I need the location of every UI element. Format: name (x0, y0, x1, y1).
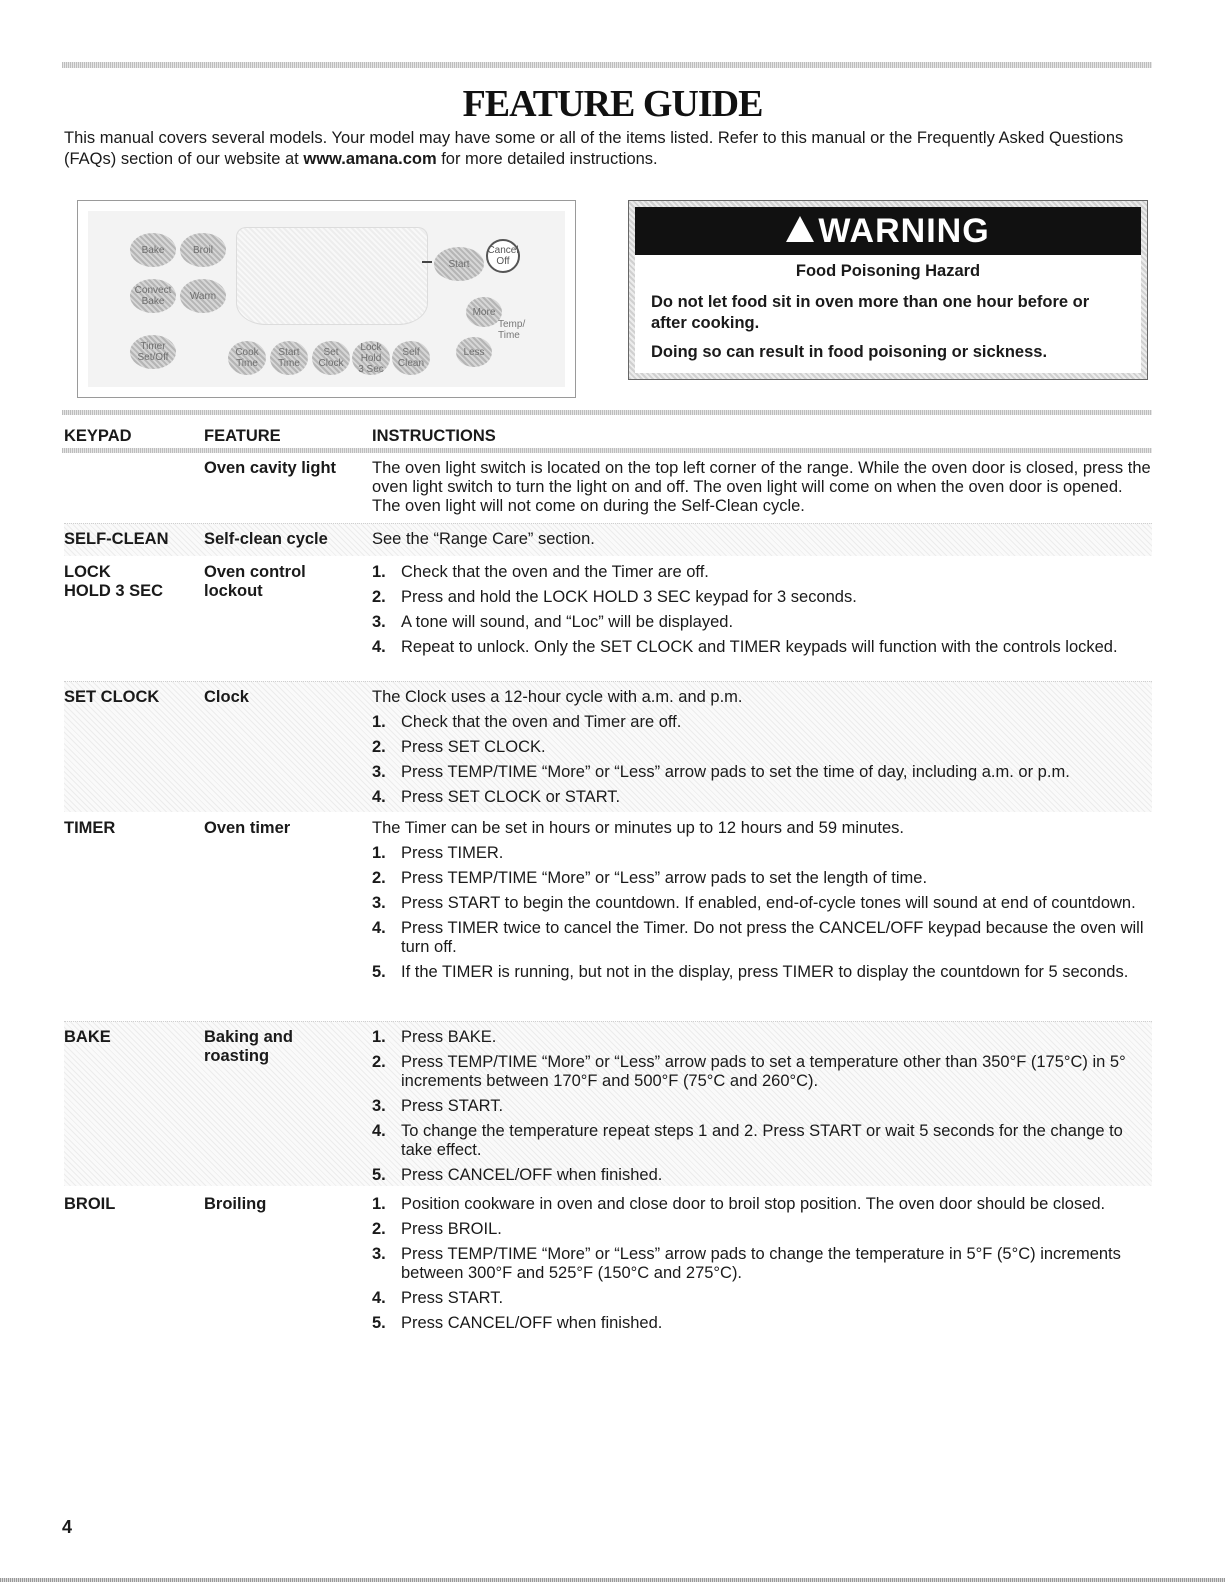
row-keypad: LOCK HOLD 3 SEC (64, 563, 164, 600)
row-instructions (372, 1028, 1152, 1191)
list-item: 5. Press CANCEL/OFF when finished. (372, 1166, 663, 1184)
control-panel-face (88, 211, 565, 387)
set-clock-pad: Set Clock (312, 341, 350, 375)
list-item: 3. A tone will sound, and “Loc” will be displayed. (372, 613, 734, 631)
list-item: 5. If the TIMER is running, but not in the display, press TIMER to display the countdown for 5 seconds. (372, 963, 1129, 981)
control-panel-illustration (77, 200, 576, 398)
warning-triangle-icon (786, 216, 814, 242)
intro-paragraph (64, 128, 1154, 170)
list-item: 2. Press SET CLOCK. (372, 738, 546, 756)
table-row (64, 681, 1152, 812)
list-item: 3. Press START. (372, 1097, 504, 1115)
list-item: 2. Press BROIL. (372, 1220, 502, 1238)
warning-body (635, 255, 1141, 373)
row-instructions (372, 1195, 1152, 1339)
website-link[interactable]: www.amana.com (303, 150, 437, 168)
list-item: 5. Press CANCEL/OFF when finished. (372, 1314, 663, 1332)
row-instructions (372, 563, 1152, 663)
row-feature: Baking and roasting (204, 1028, 293, 1065)
bottom-rule (0, 1578, 1225, 1582)
list-item: 4. Press START. (372, 1289, 504, 1307)
warning-hazard: Food Poisoning Hazard (795, 262, 981, 280)
table-top-rule (62, 410, 1152, 415)
start-pad: Start (434, 247, 484, 281)
list-item: 1. Check that the oven and the Timer are off. (372, 563, 709, 581)
warm-pad: Warm (180, 279, 226, 313)
row-feature: Self-clean cycle (204, 530, 328, 548)
row-intro: See the “Range Care” section. (372, 530, 595, 548)
table-row (64, 813, 1152, 1021)
row-feature: Oven timer (204, 819, 291, 837)
intro-text: This manual covers several models. Your model may have some or all of the items listed. Refer to this manual or the Frequently Asked Questions (FAQs) section of our website at (64, 129, 1124, 168)
header-feature: FEATURE (204, 427, 281, 445)
row-keypad: TIMER (64, 819, 116, 837)
table-row (64, 557, 1152, 681)
list-item: 4. Press SET CLOCK or START. (372, 788, 621, 806)
start-time-pad: Start Time (270, 341, 308, 375)
list-item: 4. To change the temperature repeat steps 1 and 2. Press START or wait 5 seconds for the change to take effect. (372, 1122, 1123, 1159)
list-item: 2. Press and hold the LOCK HOLD 3 SEC keypad for 3 seconds. (372, 588, 857, 606)
row-instructions (372, 819, 1152, 988)
list-item: 4. Repeat to unlock. Only the SET CLOCK and TIMER keypads will function with the controls locked. (372, 638, 1118, 656)
warning-line-2: Doing so can result in food poisoning or sickness. (651, 343, 1048, 361)
control-display (236, 227, 428, 325)
list-item: 4. Press TIMER twice to cancel the Timer. Do not press the CANCEL/OFF keypad because the oven will turn off. (372, 919, 1144, 956)
row-keypad: BROIL (64, 1195, 116, 1213)
convect-bake-pad: Convect Bake (130, 279, 176, 313)
list-item: 3. Press TEMP/TIME “More” or “Less” arrow pads to set the time of day, including a.m. or p.m. (372, 763, 1070, 781)
row-feature: Oven control lockout (204, 563, 306, 600)
row-instructions (372, 459, 1152, 516)
table-row (64, 1189, 1152, 1359)
cancel-off-pad: Cancel Off (486, 239, 520, 273)
row-keypad: SELF-CLEAN (64, 530, 169, 548)
page-title: FEATURE GUIDE (462, 83, 763, 125)
row-feature: Broiling (204, 1195, 267, 1213)
list-item: 3. Press TEMP/TIME “More” or “Less” arrow pads to change the temperature in 5°F (5°C) increments between 300°F and 525°F (150°C and 275°C). (372, 1245, 1121, 1282)
row-intro: The oven light switch is located on the top left corner of the range. While the oven door is closed, press the oven light switch to turn the light on and off. The oven light will come on when the oven door is opened. The oven light will not come on during the Self-Clean cycle. (372, 459, 1151, 515)
row-feature: Clock (204, 688, 249, 706)
list-item: 3. Press START to begin the countdown. If enabled, end-of-cycle tones will sound at end of countdown. (372, 894, 1136, 912)
list-item: 1. Position cookware in oven and close door to broil stop position. The oven door should be closed. (372, 1195, 1106, 1213)
header-instructions: INSTRUCTIONS (372, 427, 496, 445)
list-item: 1. Press BAKE. (372, 1028, 497, 1046)
list-item: 2. Press TEMP/TIME “More” or “Less” arrow pads to set a temperature other than 350°F (175°C) in 5° increments between 170°F and 500°F (75°C and 260°C). (372, 1053, 1126, 1090)
warning-line-1: Do not let food sit in oven more than one hour before or after cooking. (651, 293, 1090, 332)
table-row (64, 523, 1152, 556)
row-instructions (372, 688, 1152, 813)
row-keypad: SET CLOCK (64, 688, 160, 706)
start-dash (422, 261, 432, 263)
table-row (64, 453, 1152, 523)
header-keypad: KEYPAD (64, 427, 132, 445)
warning-header (635, 207, 1141, 255)
list-item: 1. Press TIMER. (372, 844, 504, 862)
row-keypad: BAKE (64, 1028, 111, 1046)
row-feature: Oven cavity light (204, 459, 337, 477)
row-intro: The Timer can be set in hours or minutes up to 12 hours and 59 minutes. (372, 819, 904, 837)
table-row (64, 1021, 1152, 1186)
row-instructions (372, 530, 1152, 549)
top-rule (62, 62, 1152, 68)
bake-pad: Bake (130, 233, 176, 267)
lock-pad: Lock Hold 3 Sec (352, 341, 390, 375)
warning-box (628, 200, 1148, 380)
broil-pad: Broil (180, 233, 226, 267)
page-number: 4 (62, 1517, 73, 1537)
more-arrow-pad: More (466, 297, 502, 327)
list-item: 1. Check that the oven and Timer are off. (372, 713, 682, 731)
list-item: 2. Press TEMP/TIME “More” or “Less” arrow pads to set the length of time. (372, 869, 928, 887)
row-intro: The Clock uses a 12-hour cycle with a.m. and p.m. (372, 688, 743, 706)
intro-text-end: for more detailed instructions. (436, 150, 658, 168)
self-clean-pad: Self Clean (392, 341, 430, 375)
timer-pad: Timer Set/Off (130, 335, 176, 369)
temp-time-label: Temp/ Time (498, 319, 526, 341)
less-arrow-pad: Less (456, 337, 492, 367)
cook-time-pad: Cook Time (228, 341, 266, 375)
warning-heading: WARNING (818, 211, 990, 250)
